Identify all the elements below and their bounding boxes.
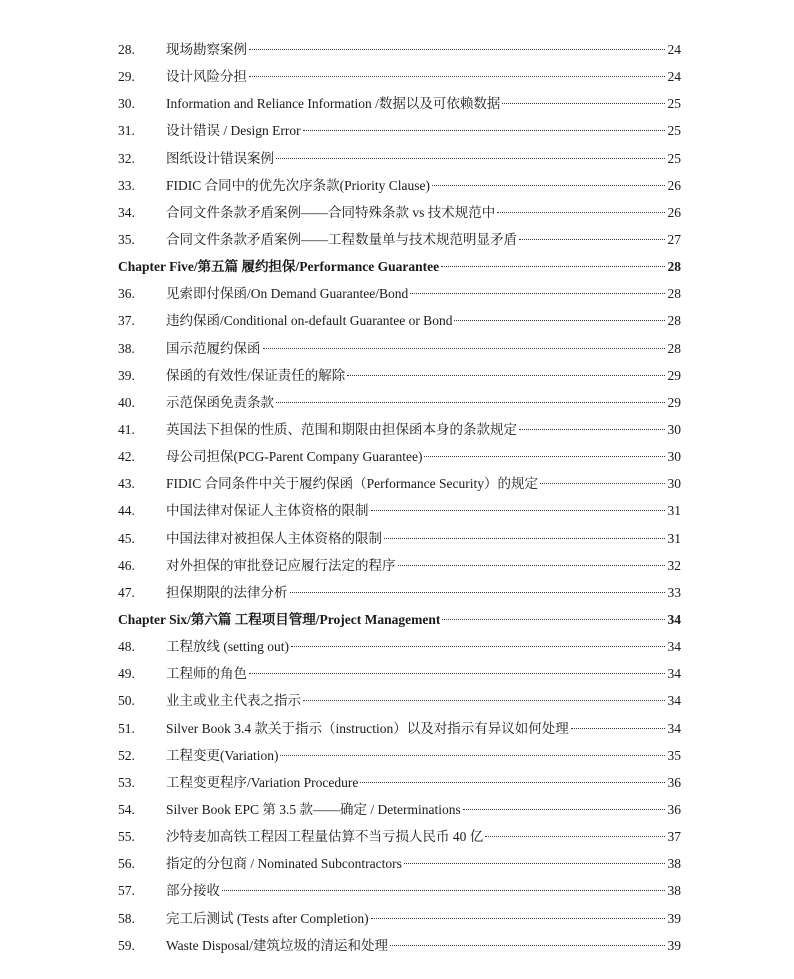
- toc-page-number: 25: [667, 123, 681, 139]
- dot-leader: [276, 402, 665, 403]
- toc-entry-title: FIDIC 合同条件中关于履约保函（Performance Security）的规定: [166, 476, 538, 492]
- toc-entry-title: 设计错误 / Design Error: [166, 123, 301, 139]
- toc-page-number: 34: [667, 611, 681, 627]
- toc-entry-number: 55.: [118, 829, 135, 845]
- toc-entry[interactable]: [118, 470, 681, 497]
- toc-page-number: 28: [667, 340, 681, 356]
- toc-entry-number: 52.: [118, 747, 135, 763]
- toc-entry-title: 图纸设计错误案例: [166, 150, 274, 166]
- toc-entry[interactable]: [118, 633, 681, 660]
- toc-page-number: 29: [667, 394, 681, 410]
- toc-entry-title: 保函的有效性/保证责任的解除: [166, 367, 346, 383]
- toc-entry-number: 59.: [118, 937, 135, 953]
- toc-entry-title: 沙特麦加高铁工程因工程量估算不当亏损人民币 40 亿: [166, 829, 484, 845]
- toc-entry[interactable]: [118, 226, 681, 253]
- toc-entry-number: 41.: [118, 421, 135, 437]
- toc-entry[interactable]: [118, 742, 681, 769]
- toc-entry-title: 工程放线 (setting out): [166, 639, 289, 655]
- toc-entry-title: 示范保函免责条款: [166, 394, 274, 410]
- toc-entry-title: 对外担保的审批登记应履行法定的程序: [166, 557, 396, 573]
- toc-entry[interactable]: [118, 497, 681, 524]
- toc-page-number: 31: [667, 503, 681, 519]
- toc-entry[interactable]: [118, 36, 681, 63]
- dot-leader: [463, 809, 665, 810]
- toc-entry[interactable]: [118, 335, 681, 362]
- toc-entry[interactable]: [118, 280, 681, 307]
- toc-entry-title: 完工后测试 (Tests after Completion): [166, 910, 369, 926]
- toc-chapter-heading[interactable]: [118, 253, 681, 280]
- table-of-contents: [118, 36, 681, 959]
- toc-page-number: 24: [667, 69, 681, 85]
- toc-page-number: 28: [667, 259, 681, 275]
- toc-entry[interactable]: [118, 389, 681, 416]
- toc-entry-title: Silver Book EPC 第 3.5 款——确定 / Determinations: [166, 801, 461, 817]
- dot-leader: [571, 728, 665, 729]
- toc-page-number: 24: [667, 42, 681, 57]
- toc-page-number: 36: [667, 774, 681, 790]
- dot-leader: [441, 266, 664, 267]
- toc-entry-title: 部分接收: [166, 883, 220, 899]
- toc-entry-number: 57.: [118, 883, 135, 899]
- dot-leader: [347, 375, 664, 376]
- toc-page-number: 34: [667, 666, 681, 682]
- toc-entry-title: 中国法律对保证人主体资格的限制: [166, 503, 369, 519]
- dot-leader: [276, 158, 665, 159]
- toc-entry-number: 31.: [118, 123, 135, 139]
- toc-page-number: 28: [667, 286, 681, 302]
- dot-leader: [497, 212, 664, 213]
- dot-leader: [263, 348, 665, 349]
- toc-entry[interactable]: [118, 932, 681, 959]
- toc-entry[interactable]: [118, 443, 681, 470]
- toc-chapter-title: Chapter Six/第六篇 工程项目管理/Project Management: [118, 611, 441, 627]
- toc-entry-title: FIDIC 合同中的优先次序条款(Priority Clause): [166, 177, 430, 193]
- toc-page-number: 25: [667, 150, 681, 166]
- toc-entry-title: 业主或业主代表之指示: [166, 693, 301, 709]
- toc-page-number: 30: [667, 421, 681, 437]
- toc-page-number: 36: [667, 801, 681, 817]
- toc-entry[interactable]: [118, 63, 681, 90]
- toc-entry-number: 32.: [118, 150, 135, 166]
- dot-leader: [371, 510, 665, 511]
- toc-entry-title: Waste Disposal/建筑垃圾的清运和处理: [166, 937, 389, 953]
- toc-entry-number: 51.: [118, 720, 135, 736]
- toc-page-number: 35: [667, 747, 681, 763]
- toc-entry[interactable]: [118, 117, 681, 144]
- dot-leader: [432, 185, 665, 186]
- toc-entry[interactable]: [118, 416, 681, 443]
- dot-leader: [371, 918, 665, 919]
- toc-entry[interactable]: [118, 90, 681, 117]
- toc-page-number: 32: [667, 557, 681, 573]
- toc-page-number: 39: [667, 937, 681, 953]
- toc-entry[interactable]: [118, 877, 681, 904]
- dot-leader: [249, 49, 665, 50]
- toc-entry-number: 50.: [118, 693, 135, 709]
- dot-leader: [222, 890, 665, 891]
- toc-entry-number: 48.: [118, 639, 135, 655]
- toc-entry-title: Silver Book 3.4 款关于指示（instruction）以及对指示有异议如何处理: [166, 720, 569, 736]
- toc-entry-number: 45.: [118, 530, 135, 546]
- toc-entry[interactable]: [118, 552, 681, 579]
- dot-leader: [424, 456, 664, 457]
- dot-leader: [410, 293, 664, 294]
- toc-page-number: 31: [667, 530, 681, 546]
- toc-entry[interactable]: [118, 525, 681, 552]
- toc-entry[interactable]: [118, 769, 681, 796]
- toc-entry-title: 国示范履约保函: [166, 340, 261, 356]
- toc-page-number: 38: [667, 856, 681, 872]
- toc-entry-number: 58.: [118, 910, 135, 926]
- toc-page-number: 33: [667, 584, 681, 600]
- dot-leader: [485, 836, 664, 837]
- toc-entry[interactable]: [118, 172, 681, 199]
- dot-leader: [291, 646, 665, 647]
- dot-leader: [303, 700, 665, 701]
- toc-entry-title: 现场勘察案例: [166, 42, 247, 57]
- toc-entry[interactable]: [118, 850, 681, 877]
- toc-entry[interactable]: [118, 823, 681, 850]
- toc-entry[interactable]: [118, 307, 681, 334]
- toc-entry-title: Information and Reliance Information /数据以及可依赖数据: [166, 96, 501, 112]
- toc-entry[interactable]: [118, 660, 681, 687]
- toc-entry-title: 担保期限的法律分析: [166, 584, 288, 600]
- dot-leader: [404, 863, 665, 864]
- dot-leader: [303, 130, 665, 131]
- toc-entry-title: 工程师的角色: [166, 666, 247, 682]
- toc-entry-title: 合同文件条款矛盾案例——合同特殊条款 vs 技术规范中: [166, 204, 496, 220]
- dot-leader: [519, 239, 665, 240]
- toc-entry[interactable]: [118, 579, 681, 606]
- toc-page-number: 34: [667, 720, 681, 736]
- dot-leader: [249, 673, 665, 674]
- toc-entry-number: 37.: [118, 313, 135, 329]
- toc-page-number: 30: [667, 449, 681, 465]
- dot-leader: [519, 429, 665, 430]
- toc-entry[interactable]: [118, 905, 681, 932]
- dot-leader: [454, 320, 664, 321]
- toc-entry[interactable]: [118, 362, 681, 389]
- dot-leader: [280, 755, 664, 756]
- toc-page-number: 26: [667, 177, 681, 193]
- toc-entry-number: 36.: [118, 286, 135, 302]
- toc-page-number: 34: [667, 639, 681, 655]
- toc-page-number: 38: [667, 883, 681, 899]
- toc-entry-number: 28.: [118, 42, 135, 57]
- toc-chapter-title: Chapter Five/第五篇 履约担保/Performance Guarantee: [118, 259, 440, 275]
- toc-entry-title: 工程变更程序/Variation Procedure: [166, 774, 359, 790]
- toc-chapter-heading[interactable]: [118, 606, 681, 633]
- dot-leader: [360, 782, 664, 783]
- dot-leader: [384, 538, 665, 539]
- dot-leader: [442, 619, 664, 620]
- toc-entry-number: 42.: [118, 449, 135, 465]
- toc-entry-number: 40.: [118, 394, 135, 410]
- toc-page-number: 39: [667, 910, 681, 926]
- toc-page-number: 28: [667, 313, 681, 329]
- toc-entry[interactable]: [118, 796, 681, 823]
- toc-entry-number: 29.: [118, 69, 135, 85]
- toc-entry-title: 英国法下担保的性质、范围和期限由担保函本身的条款规定: [166, 421, 517, 437]
- toc-entry[interactable]: [118, 687, 681, 714]
- toc-entry-number: 53.: [118, 774, 135, 790]
- toc-entry-title: 合同文件条款矛盾案例——工程数量单与技术规范明显矛盾: [166, 231, 517, 247]
- toc-entry-number: 47.: [118, 584, 135, 600]
- dot-leader: [502, 103, 664, 104]
- toc-page-number: 37: [667, 829, 681, 845]
- toc-entry-title: 母公司担保(PCG-Parent Company Guarantee): [166, 449, 423, 465]
- toc-page-number: 30: [667, 476, 681, 492]
- toc-entry-number: 33.: [118, 177, 135, 193]
- toc-entry[interactable]: [118, 145, 681, 172]
- dot-leader: [249, 76, 665, 77]
- toc-entry-title: 指定的分包商 / Nominated Subcontractors: [166, 856, 402, 872]
- toc-page-number: 29: [667, 367, 681, 383]
- toc-entry-number: 49.: [118, 666, 135, 682]
- toc-entry-number: 46.: [118, 557, 135, 573]
- dot-leader: [290, 592, 665, 593]
- toc-entry-number: 54.: [118, 801, 135, 817]
- toc-entry-number: 35.: [118, 231, 135, 247]
- toc-entry-number: 30.: [118, 96, 135, 112]
- dot-leader: [390, 945, 664, 946]
- toc-page-number: 34: [667, 693, 681, 709]
- dot-leader: [540, 483, 665, 484]
- toc-page-number: 25: [667, 96, 681, 112]
- dot-leader: [398, 565, 665, 566]
- toc-entry[interactable]: [118, 199, 681, 226]
- toc-entry-title: 中国法律对被担保人主体资格的限制: [166, 530, 382, 546]
- toc-entry-title: 见索即付保函/On Demand Guarantee/Bond: [166, 286, 409, 302]
- toc-page-number: 26: [667, 204, 681, 220]
- toc-entry-number: 43.: [118, 476, 135, 492]
- toc-entry-title: 工程变更(Variation): [166, 747, 279, 763]
- toc-entry[interactable]: [118, 715, 681, 742]
- toc-entry-number: 56.: [118, 856, 135, 872]
- toc-entry-number: 39.: [118, 367, 135, 383]
- toc-entry-title: 设计风险分担: [166, 69, 247, 85]
- toc-page-number: 27: [667, 231, 681, 247]
- toc-entry-number: 34.: [118, 204, 135, 220]
- toc-entry-number: 44.: [118, 503, 135, 519]
- toc-entry-number: 38.: [118, 340, 135, 356]
- toc-entry-title: 违约保函/Conditional on-default Guarantee or Bond: [166, 313, 453, 329]
